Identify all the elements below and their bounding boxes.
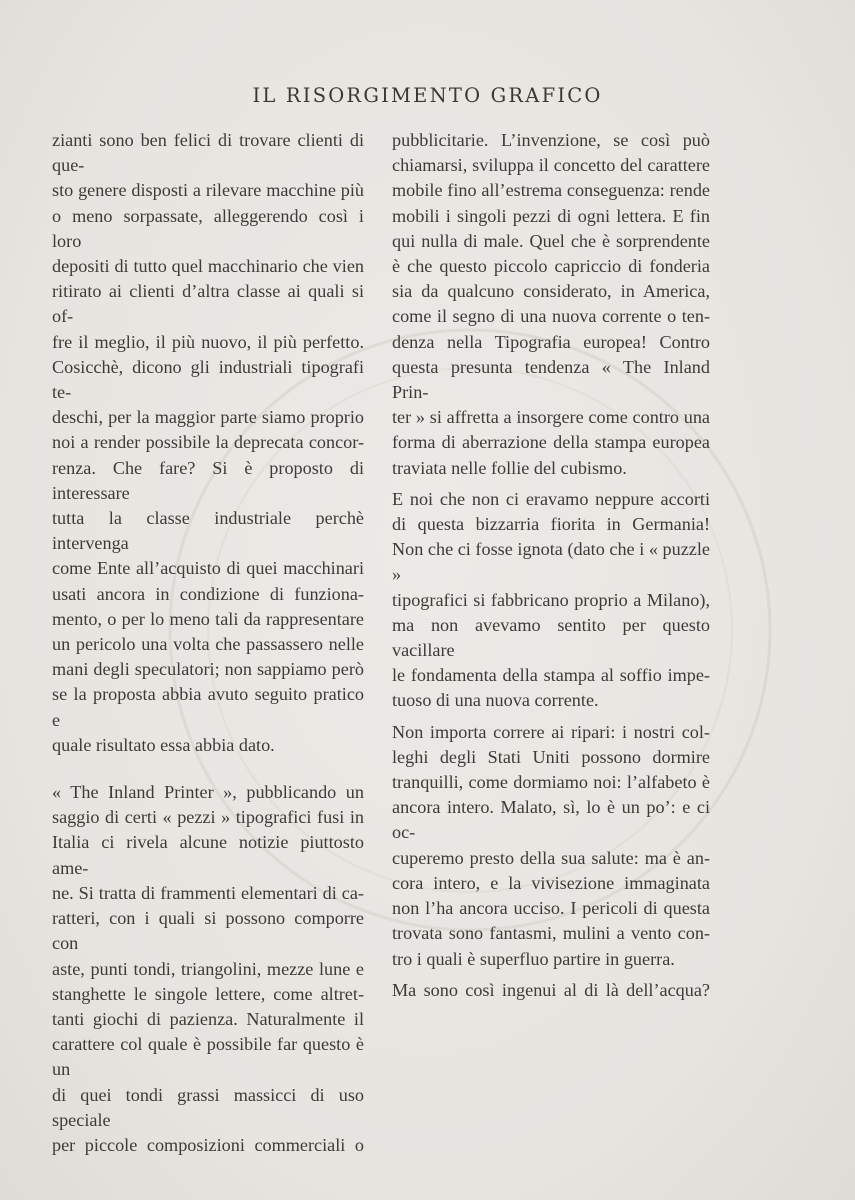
- right-column: [392, 128, 710, 1003]
- left-paragraph-1-last-line: quale risultato essa abbia dato.: [52, 734, 275, 755]
- running-header: IL RISORGIMENTO GRAFICO: [252, 84, 603, 107]
- left-column: [52, 128, 364, 1158]
- left-paragraph-2: « The Inland Printer », pubblicando un saggio di certi « pezzi » tipografici fusi in Italia ci rivela alcune notizie piuttosto ame- ne. Si tratta di frammenti elementari di ca- ratteri, con i quali si possono comporre con aste, punti tondi, triangolini, mezze lune e stanghette le singole lettere, come altret- tanti giochi di pazienza. Naturalmente il carattere col quale è possibile far questo è un di quei tondi grassi massicci di uso speciale per piccole composizioni commerciali o: [52, 782, 364, 1155]
- right-paragraph-1: pubblicitarie. L’invenzione, se così può chiamarsi, sviluppa il concetto del carattere mobile fino all’estrema conseguenza: rende mobili i singoli pezzi di ogni lettera. E fin qui nulla di male. Quel che è sorprendente è che questo piccolo capriccio di fonderia sia da qualcuno considerato, in America, come il segno di una nuova corrente o ten- denza nella Tipografia europea! Contro questa presunta tendenza « The Inland Prin- ter » si affretta a insorgere come contro una forma di aberrazione della stampa europea: [392, 130, 710, 453]
- right-paragraph-2-last-line: tuoso di una nuova corrente.: [392, 690, 599, 711]
- right-paragraph-2: E noi che non ci eravamo neppure accorti di questa bizzarria fiorita in Germania! Non che ci fosse ignota (dato che i « puzzle » tipografici si fabbricano proprio a Milano), ma non avevamo sentito per questo vacillare le fondamenta della stampa al soffio impe-: [392, 488, 710, 686]
- right-paragraph-1-last-line: traviata nelle follie del cubismo.: [392, 457, 627, 478]
- right-paragraph-3: Non importa correre ai ripari: i nostri col- leghi degli Stati Uniti possono dormire tranquilli, come dormiamo noi: l’alfabeto è ancora intero. Malato, sì, lo è un po’: e ci oc- cuperemo presto della sua salute: ma è an- cora intero, e la vivisezione immaginata non l’ha ancora ucciso. I pericoli di questa trovata sono fantasmi, mulini a vento con-: [392, 721, 710, 944]
- left-paragraph-1: zianti sono ben felici di trovare clienti di que- sto genere disposti a rilevare macchine più o meno sorpassate, alleggerendo così i loro depositi di tutto quel macchinario che vien ritirato ai clienti d’altra classe ai quali si of- fre il meglio, il più nuovo, il più perfetto. Cosicchè, dicono gli industriali tipografi te- deschi, per la maggior parte siamo proprio noi a render possibile la deprecata concor- renza. Che fare? Si è proposto di interessare tutta la classe industriale perchè intervenga come Ente all’acquisto di quei macchinari usati ancora in condizione di funziona- mento, o per lo meno tali da rappresentare un pericolo una volta che passassero nelle mani degli speculatori; non sappiamo però se la proposta abbia avuto seguito pratico e: [52, 130, 364, 730]
- right-paragraph-4: Ma sono così ingenui al di là dell’acqua?: [392, 979, 710, 1000]
- right-paragraph-3-last-line: tro i quali è superfluo partire in guerra.: [392, 948, 675, 969]
